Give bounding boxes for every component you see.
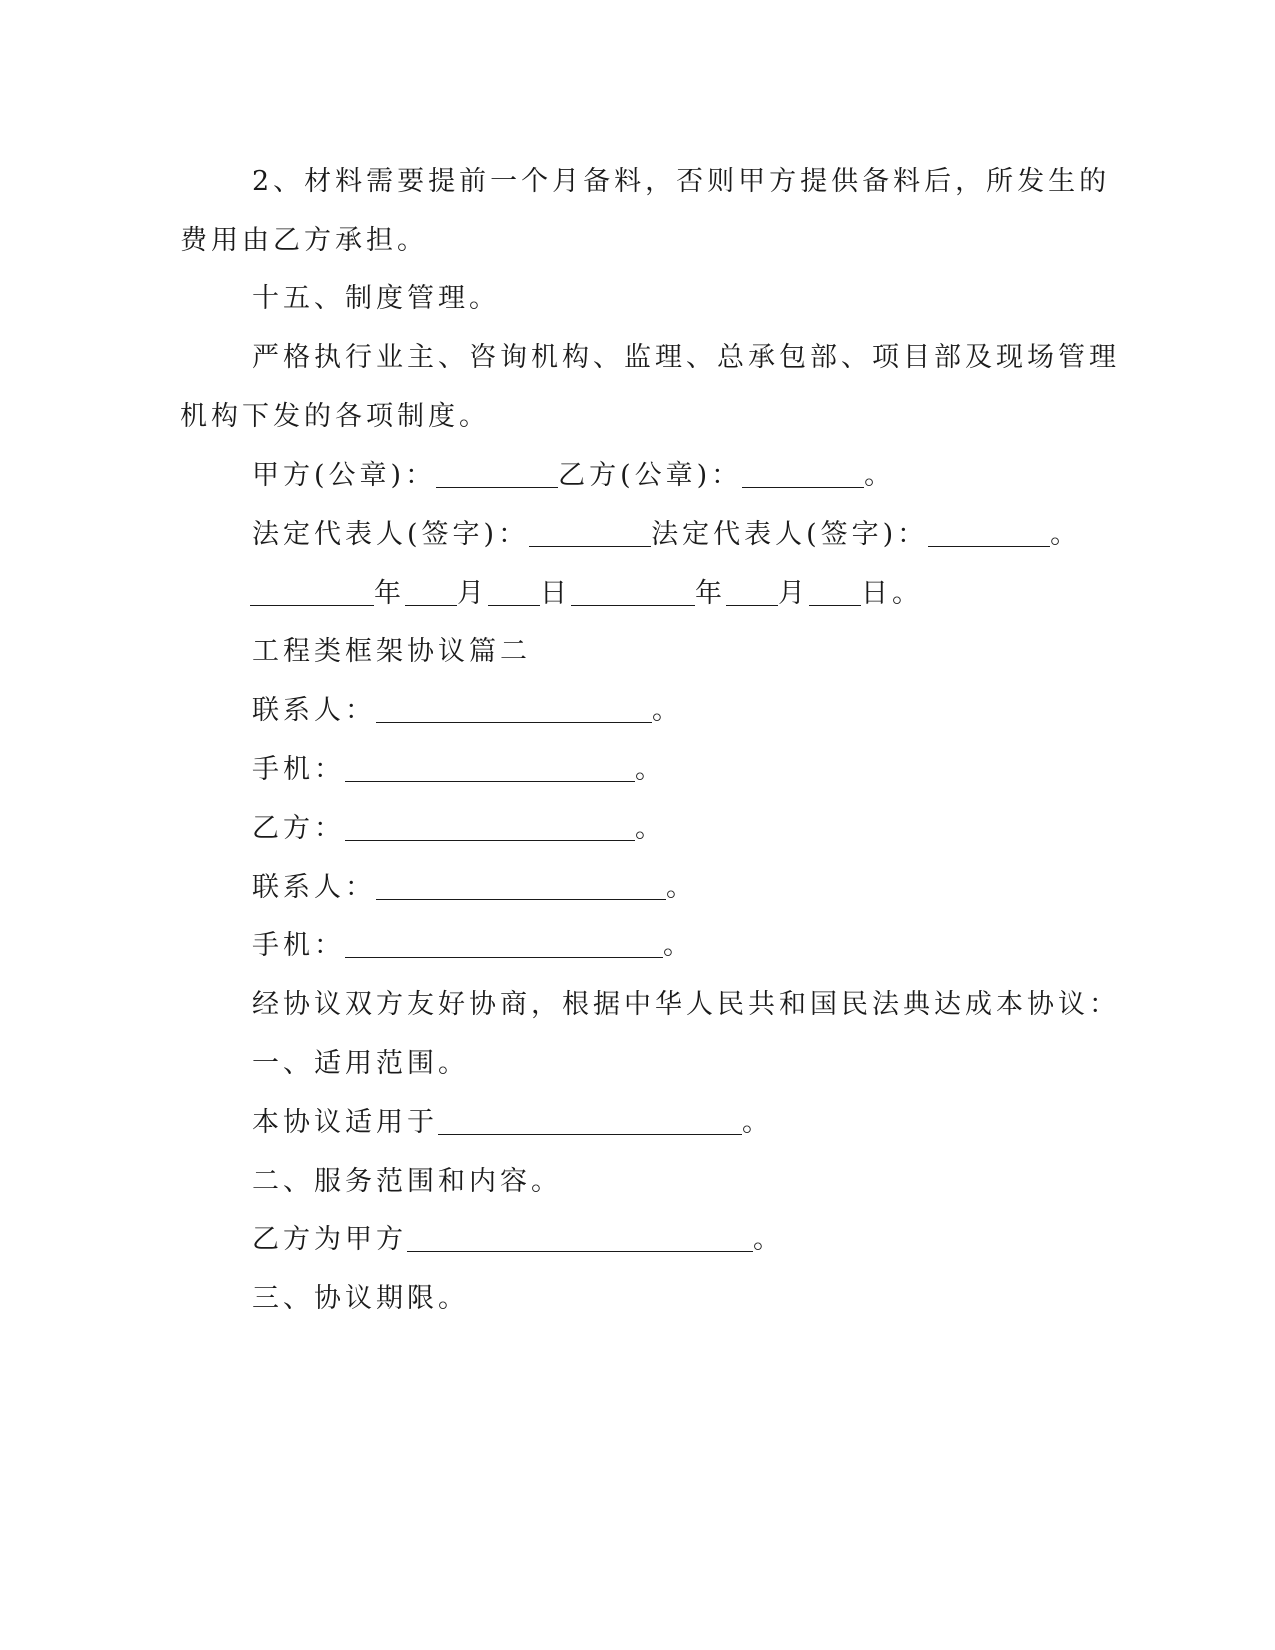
period: 。 [663, 930, 694, 961]
service-line [252, 1220, 784, 1260]
contact-label: 联系人： [252, 872, 376, 903]
paragraph-rules-line2: 机构下发的各项制度。 [180, 401, 490, 432]
party-a-seal-blank [436, 459, 558, 488]
contact-blank [376, 694, 652, 723]
day-label-a: 日 [540, 578, 571, 609]
phone-line-2 [252, 926, 694, 966]
heading-term: 三、协议期限。 [252, 1283, 469, 1314]
phone-line-1 [252, 750, 666, 790]
contact-label: 联系人： [252, 695, 376, 726]
phone-blank [345, 753, 635, 782]
heading-section-15: 十五、制度管理。 [252, 283, 500, 314]
scope-label: 本协议适用于 [252, 1107, 438, 1138]
party-b-label: 乙方： [252, 813, 345, 844]
period: 。 [864, 460, 896, 491]
heading-scope: 一、适用范围。 [252, 1048, 469, 1079]
period: 。 [742, 1107, 773, 1138]
party-b-line [252, 809, 666, 849]
period: 。 [1050, 519, 1082, 550]
day-blank-a [488, 577, 540, 606]
seal-line [252, 456, 895, 496]
party-b-seal-blank [742, 459, 864, 488]
year-label-b: 年 [695, 578, 726, 609]
year-label-a: 年 [374, 578, 405, 609]
heading-service: 二、服务范围和内容。 [252, 1166, 562, 1197]
scope-blank [438, 1106, 742, 1135]
date-line [250, 574, 923, 614]
party-b-seal-label: 乙方(公章)： [558, 460, 743, 491]
period: 。 [635, 754, 666, 785]
service-label: 乙方为甲方 [252, 1224, 407, 1255]
month-label-a: 月 [457, 578, 488, 609]
period: 。 [635, 813, 666, 844]
contact-line-2 [252, 868, 697, 908]
party-a-seal-label: 甲方(公章)： [252, 460, 437, 491]
party-b-rep-blank [928, 518, 1050, 547]
scope-line [252, 1103, 773, 1143]
year-blank-b [571, 577, 695, 606]
contact-line-1 [252, 691, 683, 731]
paragraph-material-line1: 2、材料需要提前一个月备料，否则甲方提供备料后，所发生的 [252, 166, 1111, 197]
month-label-b: 月 [778, 578, 809, 609]
representative-line [252, 515, 1081, 555]
contact-blank [376, 871, 666, 900]
section-title-part2: 工程类框架协议篇二 [252, 636, 531, 667]
period: 。 [753, 1224, 784, 1255]
month-blank-b [726, 577, 778, 606]
phone-blank [345, 929, 663, 958]
party-b-blank [345, 812, 635, 841]
agreement-intro: 经协议双方友好协商，根据中华人民共和国民法典达成本协议： [252, 989, 1120, 1020]
day-label-b: 日。 [861, 578, 923, 609]
party-b-rep-label: 法定代表人(签字)： [651, 519, 929, 550]
day-blank-b [809, 577, 861, 606]
party-a-rep-label: 法定代表人(签字)： [252, 519, 530, 550]
year-blank-a [250, 577, 374, 606]
service-blank [407, 1223, 753, 1252]
phone-label: 手机： [252, 754, 345, 785]
paragraph-material-line2: 费用由乙方承担。 [180, 225, 428, 256]
paragraph-rules-line1: 严格执行业主、咨询机构、监理、总承包部、项目部及现场管理 [252, 342, 1120, 373]
party-a-rep-blank [529, 518, 651, 547]
period: 。 [652, 695, 683, 726]
phone-label: 手机： [252, 930, 345, 961]
period: 。 [666, 872, 697, 903]
month-blank-a [405, 577, 457, 606]
